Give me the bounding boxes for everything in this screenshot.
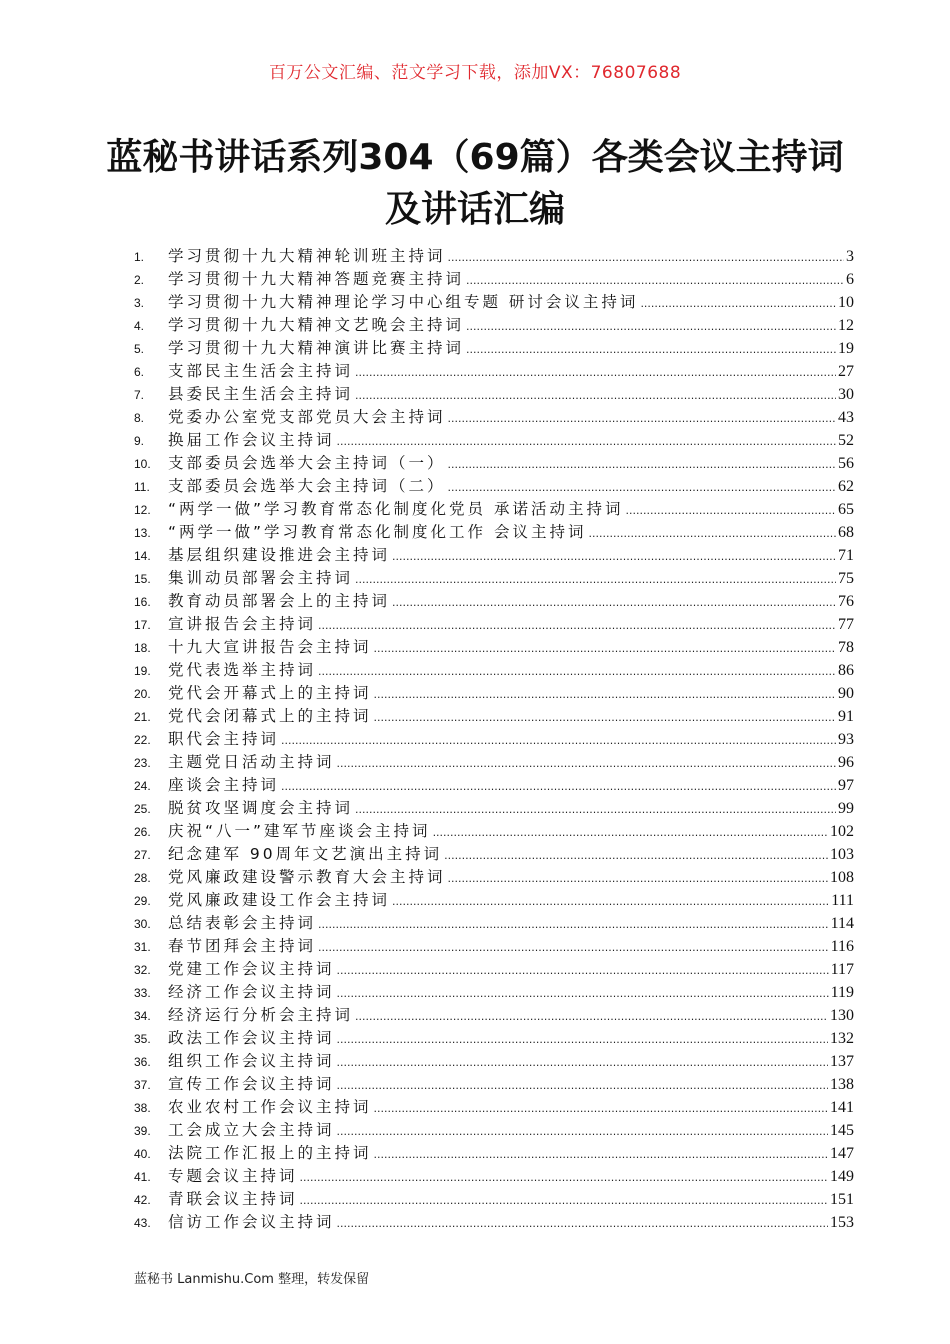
toc-entry-title: 党风廉政建设警示教育大会主持词 (168, 868, 446, 886)
toc-dot-leader (300, 1188, 828, 1212)
toc-entry-number: 32. (134, 963, 151, 977)
toc-entry[interactable] (134, 1050, 854, 1073)
toc-entry-number: 11. (134, 480, 150, 494)
toc-entry-title: 基层组织建设推进会主持词 (168, 546, 391, 564)
toc-dot-leader (337, 1073, 828, 1097)
toc-entry-title: 组织工作会议主持词 (168, 1052, 335, 1070)
toc-dot-leader (392, 590, 836, 614)
toc-entry-page-number: 116 (830, 938, 854, 955)
toc-entry[interactable] (134, 429, 854, 452)
toc-entry-number: 30. (134, 917, 151, 931)
toc-entry-page-number: 75 (838, 570, 854, 587)
toc-entry[interactable] (134, 1142, 854, 1165)
toc-dot-leader (337, 958, 829, 982)
toc-entry-number: 29. (134, 894, 151, 908)
toc-entry-page-number: 12 (838, 317, 854, 334)
toc-entry-title: 宣传工作会议主持词 (168, 1075, 335, 1093)
toc-entry-number: 13. (134, 526, 151, 540)
toc-dot-leader (448, 406, 836, 430)
toc-entry[interactable] (134, 636, 854, 659)
toc-entry[interactable] (134, 981, 854, 1004)
toc-dot-leader (466, 268, 844, 292)
toc-dot-leader (355, 567, 836, 591)
toc-entry-page-number: 119 (830, 984, 854, 1001)
toc-entry-title: 十九大宣讲报告会主持词 (168, 638, 372, 656)
toc-entry-number: 15. (134, 572, 151, 586)
toc-entry-title: 工会成立大会主持词 (168, 1121, 335, 1139)
toc-entry-number: 19. (134, 664, 151, 678)
toc-dot-leader (444, 843, 828, 867)
toc-entry-page-number: 103 (830, 846, 854, 863)
toc-entry-number: 12. (134, 503, 151, 517)
toc-entry-page-number: 30 (838, 386, 854, 403)
toc-entry-number: 7. (134, 388, 145, 402)
toc-entry-title: 庆祝“八一”建军节座谈会主持词 (168, 822, 431, 840)
toc-entry[interactable] (134, 728, 854, 751)
toc-entry-title: 春节团拜会主持词 (168, 937, 317, 955)
toc-dot-leader (281, 728, 836, 752)
footer-note: 蓝秘书 Lanmishu.Com 整理，转发保留 (134, 1272, 370, 1287)
toc-entry[interactable] (134, 521, 854, 544)
toc-entry-title: 学习贯彻十九大精神演讲比赛主持词 (168, 339, 465, 357)
toc-dot-leader (318, 935, 829, 959)
toc-entry-number: 1. (134, 250, 145, 264)
toc-entry[interactable] (134, 475, 854, 498)
toc-entry-number: 31. (134, 940, 151, 954)
toc-entry-page-number: 97 (838, 777, 854, 794)
toc-entry-page-number: 10 (838, 294, 854, 311)
toc-entry-page-number: 102 (830, 823, 854, 840)
toc-dot-leader (318, 912, 829, 936)
toc-entry-page-number: 151 (830, 1191, 854, 1208)
toc-entry-page-number: 68 (838, 524, 854, 541)
toc-entry-page-number: 137 (830, 1053, 854, 1070)
toc-entry-title: “两学一做”学习教育常态化制度化党员 承诺活动主持词 (168, 500, 624, 518)
toc-entry-title: 农业农村工作会议主持词 (168, 1098, 372, 1116)
toc-entry-title: 支部委员会选举大会主持词（一） (168, 454, 446, 472)
toc-entry[interactable] (134, 1073, 854, 1096)
toc-entry[interactable] (134, 682, 854, 705)
toc-entry-number: 38. (134, 1101, 151, 1115)
toc-entry-number: 20. (134, 687, 151, 701)
toc-entry-number: 4. (134, 319, 145, 333)
toc-entry-page-number: 3 (846, 248, 854, 265)
toc-entry[interactable] (134, 797, 854, 820)
toc-entry-number: 40. (134, 1147, 151, 1161)
table-of-contents (134, 245, 854, 1234)
toc-entry-number: 21. (134, 710, 151, 724)
toc-entry-title: 集训动员部署会主持词 (168, 569, 354, 587)
toc-entry[interactable] (134, 314, 854, 337)
toc-entry-page-number: 27 (838, 363, 854, 380)
toc-entry-title: 党委办公室党支部党员大会主持词 (168, 408, 446, 426)
toc-dot-leader (448, 866, 828, 890)
toc-entry[interactable] (134, 659, 854, 682)
toc-entry[interactable] (134, 498, 854, 521)
toc-entry[interactable] (134, 1119, 854, 1142)
toc-dot-leader (355, 383, 836, 407)
toc-entry[interactable] (134, 1096, 854, 1119)
toc-dot-leader (337, 429, 836, 453)
toc-dot-leader (355, 360, 836, 384)
toc-entry-page-number: 19 (838, 340, 854, 357)
toc-dot-leader (392, 889, 829, 913)
toc-entry-title: 党代表选举主持词 (168, 661, 317, 679)
toc-entry-number: 42. (134, 1193, 151, 1207)
toc-entry[interactable] (134, 820, 854, 843)
toc-entry[interactable] (134, 452, 854, 475)
toc-entry-page-number: 145 (830, 1122, 854, 1139)
toc-entry-title: 教育动员部署会上的主持词 (168, 592, 391, 610)
toc-entry[interactable] (134, 866, 854, 889)
toc-dot-leader (448, 452, 836, 476)
toc-entry-title: 党建工作会议主持词 (168, 960, 335, 978)
toc-entry[interactable] (134, 1027, 854, 1050)
toc-entry-page-number: 153 (830, 1214, 854, 1231)
document-title: 蓝秘书讲话系列304（69篇）各类会议主持词及讲话汇编 (106, 137, 844, 230)
toc-dot-leader (433, 820, 828, 844)
toc-entry-page-number: 114 (830, 915, 854, 932)
toc-entry-page-number: 111 (831, 892, 854, 909)
toc-dot-leader (281, 774, 836, 798)
toc-entry-page-number: 132 (830, 1030, 854, 1047)
toc-entry-page-number: 78 (838, 639, 854, 656)
toc-entry-title: 脱贫攻坚调度会主持词 (168, 799, 354, 817)
toc-dot-leader (589, 521, 837, 545)
toc-dot-leader (337, 751, 836, 775)
toc-entry-title: 党代会开幕式上的主持词 (168, 684, 372, 702)
toc-entry[interactable] (134, 291, 854, 314)
toc-entry-page-number: 138 (830, 1076, 854, 1093)
toc-entry[interactable] (134, 912, 854, 935)
toc-entry-number: 22. (134, 733, 151, 747)
toc-entry-title: 政法工作会议主持词 (168, 1029, 335, 1047)
toc-entry[interactable] (134, 751, 854, 774)
toc-entry[interactable] (134, 337, 854, 360)
toc-entry-number: 16. (134, 595, 151, 609)
toc-entry-page-number: 130 (830, 1007, 854, 1024)
toc-entry-title: 法院工作汇报上的主持词 (168, 1144, 372, 1162)
toc-entry-title: 信访工作会议主持词 (168, 1213, 335, 1231)
toc-dot-leader (626, 498, 837, 522)
toc-entry-title: 经济工作会议主持词 (168, 983, 335, 1001)
toc-entry[interactable] (134, 774, 854, 797)
toc-entry[interactable] (134, 958, 854, 981)
toc-dot-leader (337, 1050, 828, 1074)
toc-entry-page-number: 86 (838, 662, 854, 679)
toc-entry-title: “两学一做”学习教育常态化制度化工作 会议主持词 (168, 523, 587, 541)
toc-entry[interactable] (134, 705, 854, 728)
toc-entry[interactable] (134, 544, 854, 567)
toc-entry-number: 27. (134, 848, 151, 862)
toc-entry-title: 纪念建军 90周年文艺演出主持词 (168, 845, 443, 863)
toc-entry-page-number: 99 (838, 800, 854, 817)
toc-entry-number: 17. (134, 618, 151, 632)
toc-entry-title: 宣讲报告会主持词 (168, 615, 317, 633)
toc-entry[interactable] (134, 590, 854, 613)
toc-entry-page-number: 52 (838, 432, 854, 449)
toc-entry-number: 5. (134, 342, 145, 356)
toc-entry-title: 学习贯彻十九大精神理论学习中心组专题 研讨会议主持词 (168, 293, 639, 311)
toc-entry[interactable] (134, 567, 854, 590)
toc-entry-title: 青联会议主持词 (168, 1190, 298, 1208)
toc-entry[interactable] (134, 843, 854, 866)
toc-entry[interactable] (134, 383, 854, 406)
toc-entry-number: 26. (134, 825, 151, 839)
toc-entry-number: 43. (134, 1216, 151, 1230)
toc-entry-number: 41. (134, 1170, 151, 1184)
toc-entry-title: 职代会主持词 (168, 730, 280, 748)
toc-entry-number: 6. (134, 365, 145, 379)
toc-entry-number: 33. (134, 986, 151, 1000)
toc-entry[interactable] (134, 268, 854, 291)
toc-entry-title: 党风廉政建设工作会主持词 (168, 891, 391, 909)
toc-entry-page-number: 108 (830, 869, 854, 886)
toc-entry-number: 2. (134, 273, 145, 287)
toc-entry-number: 39. (134, 1124, 151, 1138)
toc-entry[interactable] (134, 889, 854, 912)
toc-dot-leader (448, 475, 836, 499)
toc-dot-leader (392, 544, 836, 568)
toc-entry-page-number: 90 (838, 685, 854, 702)
toc-entry-page-number: 77 (838, 616, 854, 633)
toc-entry-number: 14. (134, 549, 151, 563)
toc-entry-number: 9. (134, 434, 145, 448)
toc-entry[interactable] (134, 935, 854, 958)
toc-dot-leader (337, 1211, 828, 1235)
toc-entry[interactable] (134, 1188, 854, 1211)
toc-entry[interactable] (134, 245, 854, 268)
toc-entry-number: 8. (134, 411, 145, 425)
toc-dot-leader (300, 1165, 828, 1189)
toc-dot-leader (337, 981, 829, 1005)
toc-entry-title: 学习贯彻十九大精神轮训班主持词 (168, 247, 446, 265)
toc-entry[interactable] (134, 406, 854, 429)
toc-entry-number: 3. (134, 296, 145, 310)
toc-dot-leader (374, 1096, 828, 1120)
toc-dot-leader (355, 797, 836, 821)
toc-entry-title: 主题党日活动主持词 (168, 753, 335, 771)
toc-entry-title: 总结表彰会主持词 (168, 914, 317, 932)
toc-entry[interactable] (134, 360, 854, 383)
toc-entry-page-number: 76 (838, 593, 854, 610)
toc-entry-page-number: 96 (838, 754, 854, 771)
toc-entry-number: 36. (134, 1055, 151, 1069)
toc-dot-leader (318, 613, 836, 637)
toc-entry-number: 34. (134, 1009, 151, 1023)
toc-entry-page-number: 93 (838, 731, 854, 748)
toc-dot-leader (374, 705, 836, 729)
toc-entry-title: 县委民主生活会主持词 (168, 385, 354, 403)
toc-entry-title: 党代会闭幕式上的主持词 (168, 707, 372, 725)
toc-entry-title: 座谈会主持词 (168, 776, 280, 794)
toc-dot-leader (466, 314, 836, 338)
toc-entry[interactable] (134, 613, 854, 636)
toc-entry-page-number: 56 (838, 455, 854, 472)
toc-entry[interactable] (134, 1004, 854, 1027)
toc-entry-number: 18. (134, 641, 151, 655)
toc-entry-number: 25. (134, 802, 151, 816)
toc-dot-leader (337, 1027, 828, 1051)
toc-entry-page-number: 43 (838, 409, 854, 426)
toc-entry-number: 28. (134, 871, 151, 885)
toc-entry-page-number: 62 (838, 478, 854, 495)
toc-entry-page-number: 141 (830, 1099, 854, 1116)
toc-entry-number: 35. (134, 1032, 151, 1046)
toc-entry-title: 换届工作会议主持词 (168, 431, 335, 449)
toc-entry-number: 24. (134, 779, 151, 793)
toc-entry-title: 学习贯彻十九大精神文艺晚会主持词 (168, 316, 465, 334)
toc-entry-page-number: 149 (830, 1168, 854, 1185)
toc-dot-leader (374, 636, 836, 660)
toc-entry-number: 37. (134, 1078, 151, 1092)
toc-entry[interactable] (134, 1165, 854, 1188)
toc-entry-number: 23. (134, 756, 151, 770)
toc-dot-leader (374, 1142, 828, 1166)
toc-dot-leader (337, 1119, 828, 1143)
toc-entry-number: 10. (134, 457, 151, 471)
toc-entry[interactable] (134, 1211, 854, 1234)
toc-entry-page-number: 147 (830, 1145, 854, 1162)
toc-dot-leader (374, 682, 836, 706)
toc-entry-title: 专题会议主持词 (168, 1167, 298, 1185)
toc-entry-page-number: 91 (838, 708, 854, 725)
toc-entry-title: 经济运行分析会主持词 (168, 1006, 354, 1024)
toc-entry-title: 学习贯彻十九大精神答题竞赛主持词 (168, 270, 465, 288)
toc-entry-page-number: 71 (838, 547, 854, 564)
toc-dot-leader (448, 245, 844, 269)
toc-entry-title: 支部民主生活会主持词 (168, 362, 354, 380)
toc-entry-page-number: 65 (838, 501, 854, 518)
header-note: 百万公文汇编、范文学习下载，添加VX：76807688 (268, 63, 682, 83)
toc-entry-page-number: 6 (846, 271, 854, 288)
toc-dot-leader (318, 659, 836, 683)
toc-dot-leader (640, 291, 836, 315)
toc-dot-leader (466, 337, 836, 361)
toc-entry-page-number: 117 (830, 961, 854, 978)
toc-entry-title: 支部委员会选举大会主持词（二） (168, 477, 446, 495)
toc-dot-leader (355, 1004, 828, 1028)
